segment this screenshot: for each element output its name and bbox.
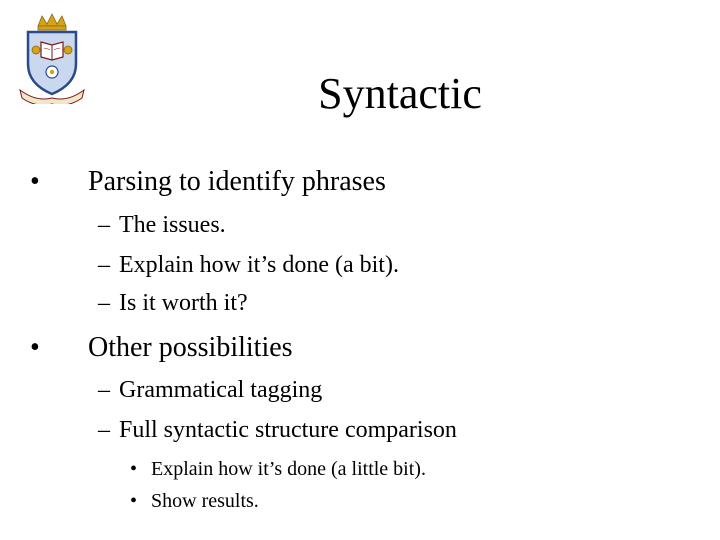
sub-sub-bullet-item <box>130 457 426 481</box>
sub-bullet-text: Explain how it’s done (a bit). <box>119 252 399 278</box>
sub-bullet-text: Full syntactic structure comparison <box>119 417 457 443</box>
dash-marker: – <box>98 290 110 316</box>
bullet-marker: • <box>130 490 138 512</box>
bullet-text: Parsing to identify phrases <box>88 166 386 197</box>
sub-bullet-text: Grammatical tagging <box>119 377 323 403</box>
sub-bullet-item <box>98 251 399 279</box>
sub-sub-bullet-text: Show results. <box>151 490 259 512</box>
bullet-marker: • <box>30 166 40 197</box>
dash-marker: – <box>98 212 110 238</box>
crown-icon <box>38 14 66 30</box>
dash-marker: – <box>98 252 110 278</box>
bullet-text: Other possibilities <box>88 332 293 363</box>
sub-sub-bullet-text: Explain how it’s done (a little bit). <box>151 458 426 480</box>
emblem-right-icon <box>64 46 72 54</box>
sub-bullet-item <box>98 416 457 444</box>
bullet-item <box>30 332 293 364</box>
bullet-item <box>30 166 386 198</box>
sub-bullet-item <box>98 211 226 239</box>
book-icon <box>41 42 63 60</box>
bullet-marker: • <box>130 458 138 480</box>
sub-bullet-text: Is it worth it? <box>119 290 248 316</box>
sub-bullet-item <box>98 289 248 317</box>
dash-marker: – <box>98 377 110 403</box>
dash-marker: – <box>98 417 110 443</box>
emblem-left-icon <box>32 46 40 54</box>
sub-sub-bullet-item <box>130 489 259 513</box>
slide-title: Syntactic <box>318 69 482 118</box>
bullet-marker: • <box>30 332 40 363</box>
sub-bullet-text: The issues. <box>119 212 226 238</box>
sub-bullet-item <box>98 376 322 404</box>
